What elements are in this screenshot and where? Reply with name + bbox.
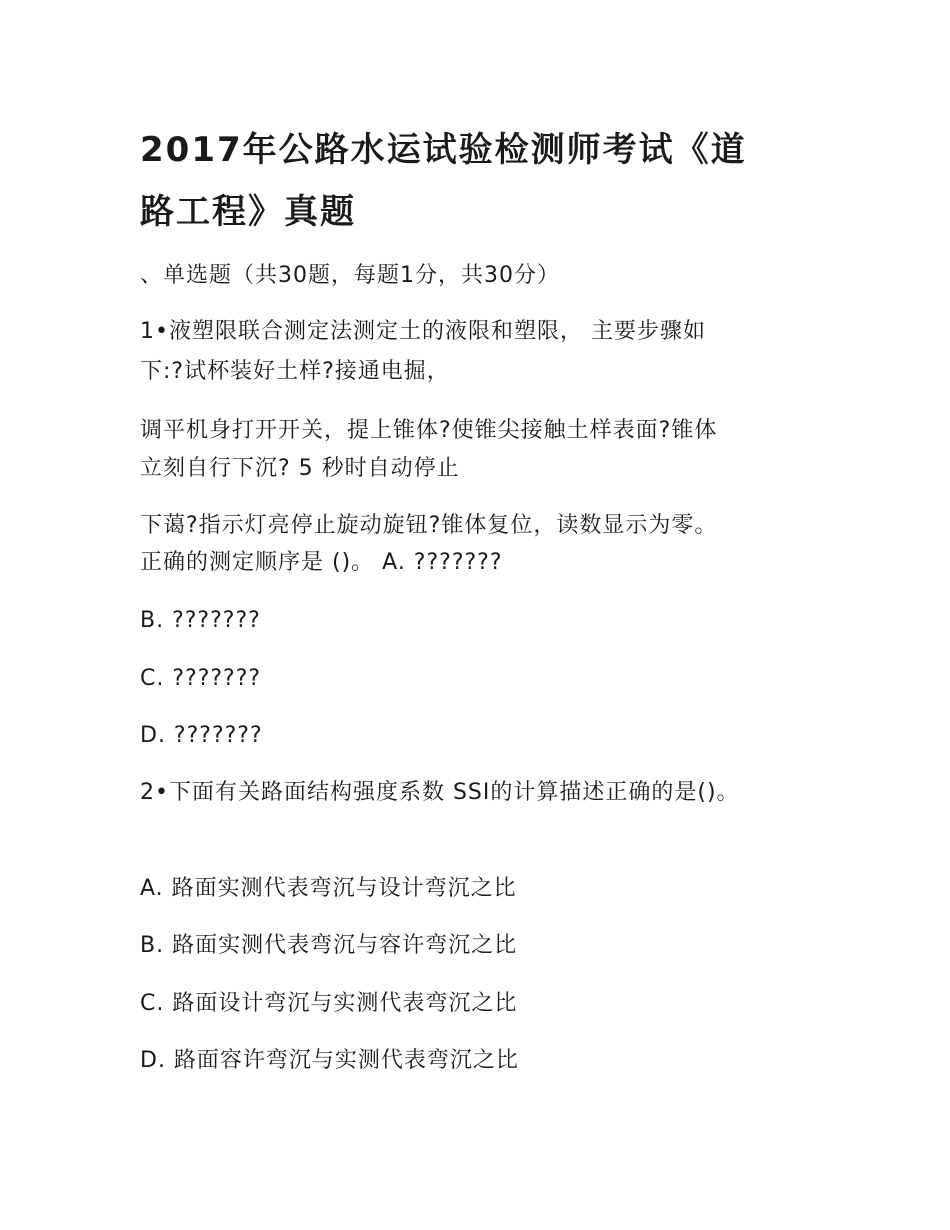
question-2-option-a: A. 路面实测代表弯沉与设计弯沉之比 [140,876,517,901]
document-title-line-1: 2017年公路水运试验检测师考试《道 [140,130,747,170]
question-2-option-c: C. 路面设计弯沉与实测代表弯沉之比 [140,991,518,1016]
question-1-line-5: 下蔼?指示灯亮停止旋动旋钮?锥体复位，读数显示为零。 [140,513,718,538]
question-1-line-4: 立刻自行下沉? 5 秒时自动停止 [140,456,460,481]
question-1-option-c: C. ??????? [140,666,262,691]
question-2-line-1: 2•下面有关路面结构强度系数 SSI的计算描述正确的是()。 [140,780,740,805]
question-1-line-6: 正确的测定顺序是 ()。 A. ??????? [140,550,503,575]
question-1-option-b: B. ??????? [140,608,261,633]
question-1-option-d: D. ??????? [140,723,263,748]
document-title-line-2: 路工程》真题 [140,192,356,232]
section-heading: 、单选题（共30题，每题1分，共30分） [140,263,560,288]
question-2-option-d: D. 路面容许弯沉与实测代表弯沉之比 [140,1048,519,1073]
question-2-option-b: B. 路面实测代表弯沉与容许弯沉之比 [140,933,518,958]
question-1-line-3: 调平机身打开开关，提上锥体?使锥尖接触土样表面?锥体 [140,418,718,443]
question-1-line-1: 1•液塑限联合测定法测定土的液限和塑限， 主要步骤如 [140,319,706,344]
question-1-line-2: 下:?试杯装好土样?接通电掘， [140,359,450,384]
